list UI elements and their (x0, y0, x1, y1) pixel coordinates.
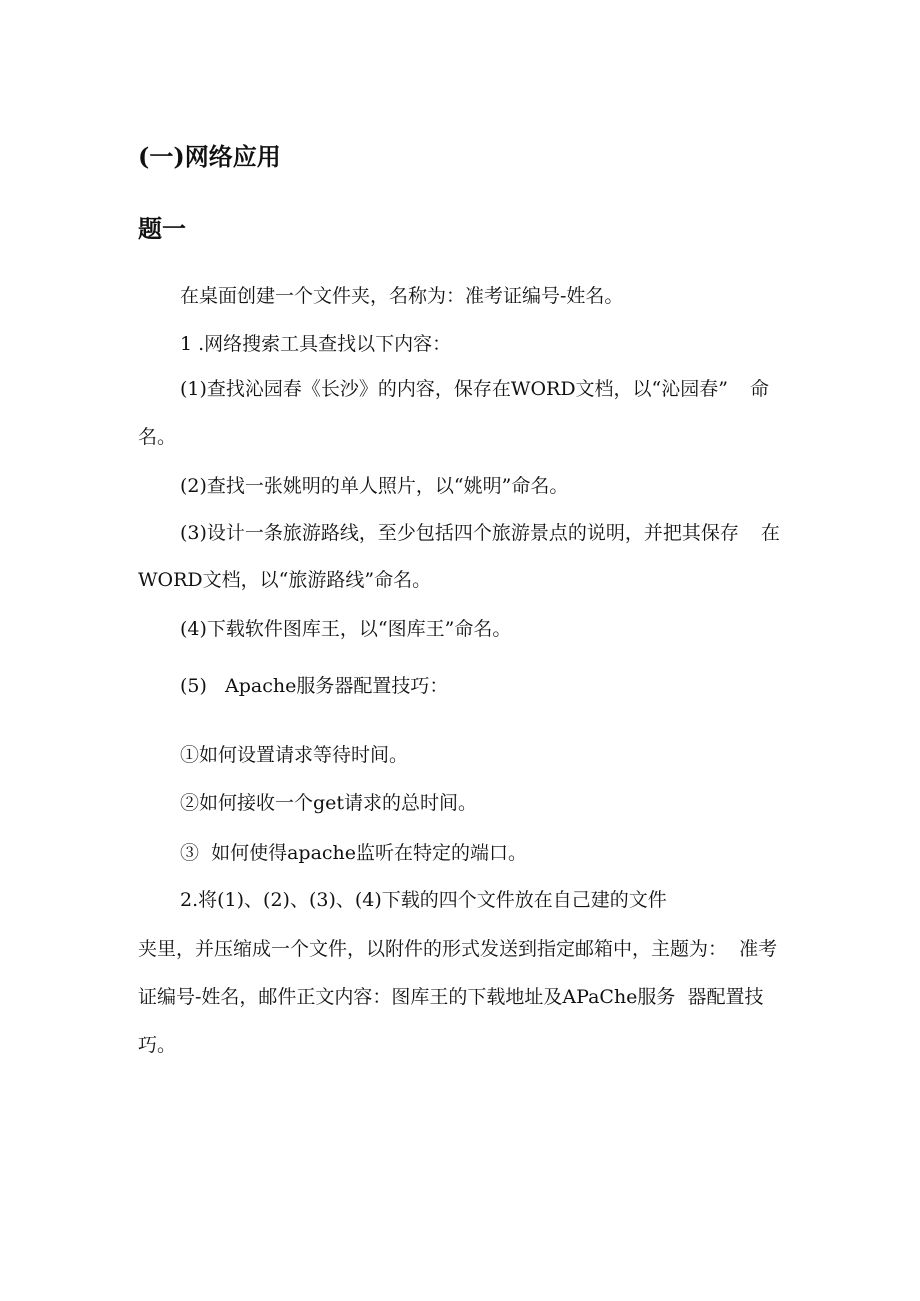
task2-line1: 2.将(1)、(2)、(3)、(4)下载的四个文件放在自己建的文件 (180, 889, 667, 911)
tip-item: ①如何设置请求等待时间。 (180, 744, 409, 766)
tip-item: ③ 如何使得apache监听在特定的端口。 (180, 842, 528, 864)
task1-item1-tail: 命 (750, 378, 770, 400)
task1-item3-tail: 在 (760, 522, 780, 544)
task1-item3-line1 (180, 520, 780, 546)
task2-line3: 证编号-姓名，邮件正文内容：图库王的下载地址及APaChe服务 器配置技 (138, 986, 764, 1008)
task1-heading: 1 .网络搜索工具查找以下内容： (180, 333, 452, 355)
task1-item5: (5) Apache服务器配置技巧： (180, 675, 449, 697)
task1-item1-line1 (180, 376, 769, 402)
intro-paragraph: 在桌面创建一个文件夹，名称为：准考证编号-姓名。 (180, 285, 624, 307)
task1-item2: (2)查找一张姚明的单人照片，以“姚明”命名。 (180, 475, 569, 497)
task1-item3-line2: WORD文档，以“旅游路线”命名。 (138, 569, 432, 591)
task1-item1-main: (1)查找沁园春《长沙》的内容，保存在WORD文档，以“沁园春” (180, 378, 728, 400)
task1-item3-main: (3)设计一条旅游路线，至少包括四个旅游景点的说明，并把其保存 (180, 522, 739, 544)
tip-item: ②如何接收一个get请求的总时间。 (180, 792, 478, 814)
task2-line4: 巧。 (138, 1034, 177, 1056)
subsection-title: 题一 (138, 214, 186, 243)
task2-line2: 夹里，并压缩成一个文件，以附件的形式发送到指定邮箱中，主题为： 准考 (138, 938, 778, 960)
task1-item1-line2: 名。 (138, 426, 177, 448)
section-title: (一)网络应用 (138, 142, 281, 171)
task1-item4: (4)下载软件图库王，以“图库王”命名。 (180, 618, 512, 640)
